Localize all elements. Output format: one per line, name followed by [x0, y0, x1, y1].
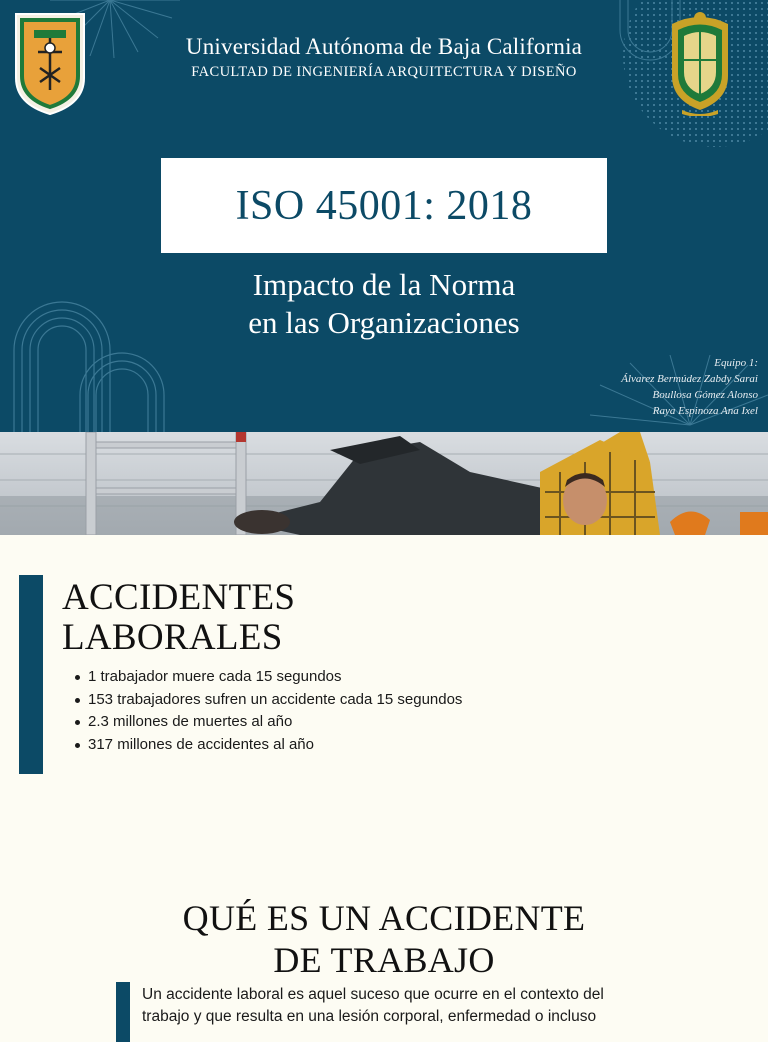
accidents-section-title [62, 578, 295, 658]
definition-section-title [0, 897, 768, 981]
list-item: 153 trabajadores sufren un accidente cada 15 segundos [70, 689, 462, 712]
team-label: Equipo 1: [714, 357, 758, 369]
team-member: Boullosa Gómez Alonso [652, 389, 758, 401]
list-item: 1 trabajador muere cada 15 segundos [70, 666, 462, 689]
section-accent-bar [19, 575, 43, 774]
definition-text: Un accidente laboral es aquel suceso que ocurre en el contexto del trabajo y que resulta en una lesión corporal, enfermedad o incluso [142, 986, 604, 1025]
accident-stats-list [70, 666, 462, 756]
presentation-title: ISO 45001: 2018 [235, 182, 533, 229]
subtitle-line: Impacto de la Norma [252, 267, 516, 302]
faculty-shield-logo [664, 10, 736, 116]
subtitle-line: en las Organizaciones [248, 305, 520, 340]
title-line: ACCIDENTES [62, 577, 296, 618]
uabc-shield-logo [10, 8, 90, 116]
title-line: QUÉ ES UN ACCIDENTE [182, 898, 586, 938]
faculty-name: FACULTAD DE INGENIERÍA ARQUITECTURA Y DISEÑO [191, 64, 577, 80]
section-accent-bar [116, 982, 130, 1042]
title-line: LABORALES [62, 617, 283, 658]
title-box [161, 158, 607, 253]
worker-falling-photo [0, 432, 768, 535]
university-name: Universidad Autónoma de Baja California [185, 34, 583, 59]
list-item: 317 millones de accidentes al año [70, 734, 462, 757]
title-slide-header [0, 0, 768, 432]
title-line: DE TRABAJO [273, 940, 495, 980]
list-item: 2.3 millones de muertes al año [70, 711, 462, 734]
team-member: Raya Espinoza Ana Ixel [652, 405, 758, 417]
team-member: Álvarez Bermúdez Zabdy Sarai [621, 373, 758, 385]
team-credits [621, 355, 758, 419]
presentation-subtitle [0, 266, 768, 342]
